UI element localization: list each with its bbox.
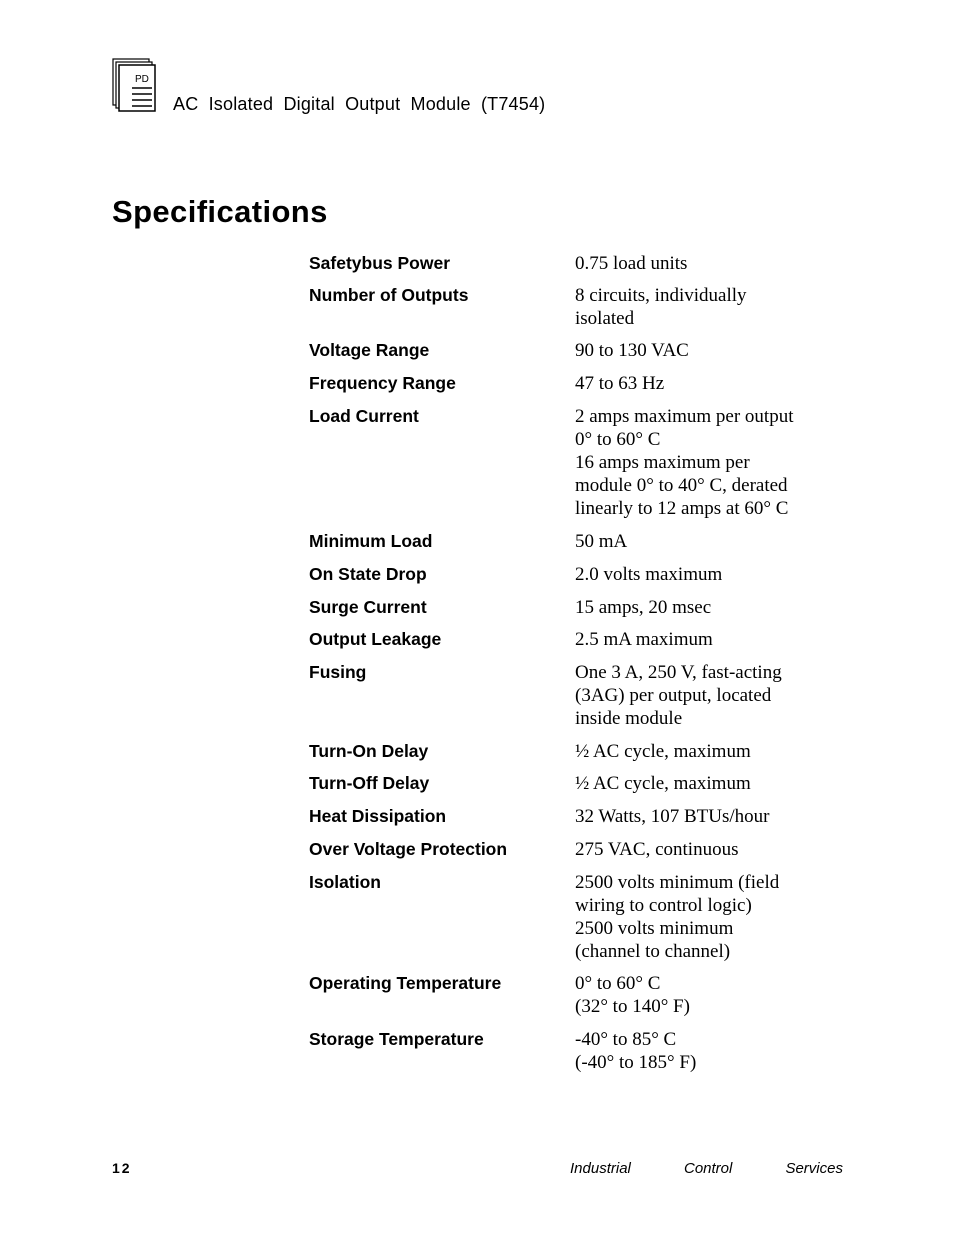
spec-value-line: 2.5 mA maximum	[575, 629, 713, 650]
spec-label: Turn-On Delay	[309, 741, 429, 761]
spec-value	[575, 805, 849, 828]
logo-text: PD	[135, 74, 149, 85]
spec-value-line: (32° to 140° F)	[575, 996, 690, 1017]
spec-value	[575, 661, 849, 730]
spec-value	[575, 972, 849, 1018]
spec-label: Minimum Load	[309, 531, 433, 551]
spec-row	[309, 661, 849, 730]
footer-word-control: Control	[683, 1160, 733, 1177]
page-number: 12	[112, 1160, 132, 1176]
spec-label: Surge Current	[309, 597, 427, 617]
spec-value	[575, 252, 849, 275]
spec-value	[575, 339, 849, 362]
spec-label: Safetybus Power	[309, 253, 451, 273]
spec-row	[309, 339, 849, 362]
spec-value-line: 275 VAC, continuous	[575, 839, 739, 860]
spec-row	[309, 530, 849, 553]
spec-row	[309, 838, 849, 861]
spec-value-line: (-40° to 185° F)	[575, 1052, 697, 1073]
spec-value-line: 0° to 60° C	[575, 973, 661, 994]
spec-row	[309, 372, 849, 395]
spec-value	[575, 563, 849, 586]
spec-label: Output Leakage	[309, 629, 442, 649]
spec-value-line: 90 to 130 VAC	[575, 340, 689, 361]
spec-label: Fusing	[309, 662, 367, 682]
spec-label: Over Voltage Protection	[309, 839, 508, 859]
spec-value	[575, 772, 849, 795]
spec-value-line: ½ AC cycle, maximum	[575, 773, 751, 794]
spec-label: Frequency Range	[309, 373, 456, 393]
spec-value	[575, 838, 849, 861]
spec-value	[575, 530, 849, 553]
spec-value-line: 0.75 load units	[575, 253, 688, 274]
spec-label: Number of Outputs	[309, 285, 469, 305]
spec-label: Voltage Range	[309, 340, 430, 360]
footer-word-services: Services	[785, 1160, 843, 1177]
spec-value	[575, 284, 849, 330]
spec-row	[309, 563, 849, 586]
spec-label: Heat Dissipation	[309, 806, 447, 826]
spec-value-line: linearly to 12 amps at 60° C	[575, 498, 789, 519]
spec-value-line: 2 amps maximum per output	[575, 406, 794, 427]
pd-document-stack-icon	[112, 58, 156, 112]
spec-value-line: inside module	[575, 708, 683, 729]
spec-row	[309, 252, 849, 275]
spec-value	[575, 740, 849, 763]
spec-value-line: ½ AC cycle, maximum	[575, 741, 751, 762]
spec-value-line: 32 Watts, 107 BTUs/hour	[575, 806, 770, 827]
spec-value	[575, 405, 849, 520]
spec-row	[309, 596, 849, 619]
spec-value	[575, 871, 849, 963]
spec-value-line: module 0° to 40° C, derated	[575, 475, 788, 496]
spec-value-line: 2.0 volts maximum	[575, 564, 723, 585]
spec-label: Operating Temperature	[309, 973, 502, 993]
footer-word-industrial: Industrial	[570, 1160, 631, 1177]
spec-row	[309, 772, 849, 795]
spec-value	[575, 372, 849, 395]
spec-value-line: 15 amps, 20 msec	[575, 597, 712, 618]
spec-value-line: One 3 A, 250 V, fast-acting	[575, 662, 782, 683]
spec-value-line: 50 mA	[575, 531, 628, 552]
spec-value-line: 47 to 63 Hz	[575, 373, 665, 394]
spec-label: Turn-Off Delay	[309, 773, 430, 793]
specifications-table	[309, 252, 849, 1074]
spec-row	[309, 972, 849, 1018]
spec-row	[309, 628, 849, 651]
spec-value-line: 2500 volts minimum (field	[575, 872, 780, 893]
spec-value	[575, 628, 849, 651]
spec-row	[309, 284, 849, 330]
spec-label: Isolation	[309, 872, 381, 892]
spec-value-line: isolated	[575, 308, 635, 329]
spec-label: Load Current	[309, 406, 419, 426]
spec-row	[309, 805, 849, 828]
spec-value-line: wiring to control logic)	[575, 895, 752, 916]
spec-value	[575, 1028, 849, 1074]
spec-value-line: 2500 volts minimum	[575, 918, 734, 939]
spec-value-line: 8 circuits, individually	[575, 285, 747, 306]
spec-value-line: (3AG) per output, located	[575, 685, 772, 706]
running-header-title: AC Isolated Digital Output Module (T7454)	[173, 94, 546, 114]
spec-value-line: -40° to 85° C	[575, 1029, 677, 1050]
spec-row	[309, 1028, 849, 1074]
footer-organization	[570, 1160, 843, 1177]
spec-label: On State Drop	[309, 564, 427, 584]
spec-row	[309, 871, 849, 963]
page-title: Specifications	[112, 194, 328, 229]
spec-value-line: 0° to 60° C	[575, 429, 661, 450]
spec-row	[309, 405, 849, 520]
spec-value	[575, 596, 849, 619]
spec-value-line: (channel to channel)	[575, 941, 731, 962]
spec-label: Storage Temperature	[309, 1029, 484, 1049]
spec-row	[309, 740, 849, 763]
spec-value-line: 16 amps maximum per	[575, 452, 750, 473]
